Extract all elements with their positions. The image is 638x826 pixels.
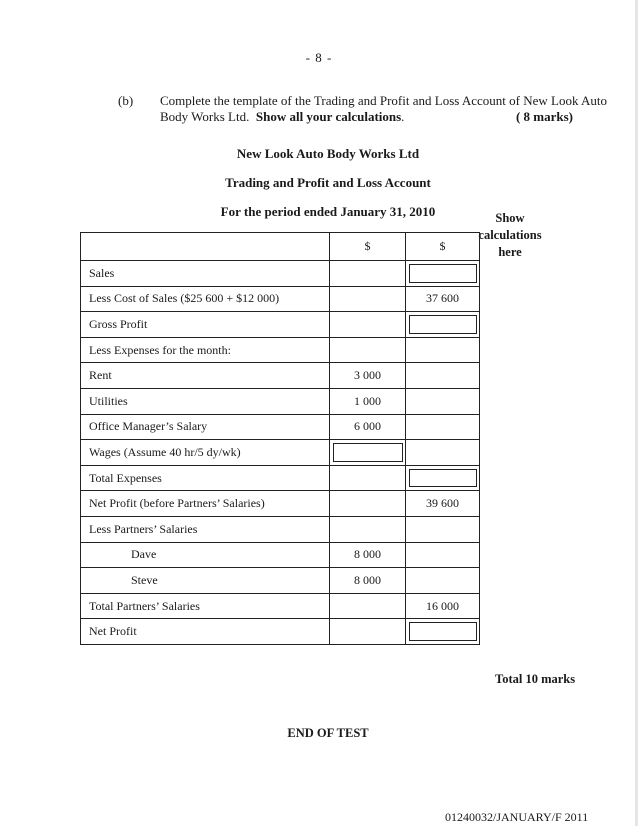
row-label: Less Expenses for the month: xyxy=(81,337,330,363)
amount-cell: 1 000 xyxy=(330,388,406,414)
row-label: Rent xyxy=(81,363,330,389)
amount-cell xyxy=(330,593,406,619)
row-label: Gross Profit xyxy=(81,312,330,338)
amount-cell: 37 600 xyxy=(406,286,480,312)
amount-cell xyxy=(330,286,406,312)
amount-cell xyxy=(406,568,480,594)
answer-box[interactable] xyxy=(333,443,403,462)
answer-box[interactable] xyxy=(409,469,477,488)
row-label: Less Cost of Sales ($25 600 + $12 000) xyxy=(81,286,330,312)
amount-cell xyxy=(406,388,480,414)
table-row xyxy=(81,286,480,312)
table-row xyxy=(81,593,480,619)
amount-cell xyxy=(330,516,406,542)
question-marks: ( 8 marks) xyxy=(515,109,573,124)
table-row xyxy=(81,363,480,389)
question-text-company: Body Works Ltd. xyxy=(160,109,250,124)
answer-box-cell[interactable] xyxy=(330,440,406,466)
period-title: For the period ended January 31, 2010 xyxy=(220,204,436,219)
row-label: Net Profit (before Partners’ Salaries) xyxy=(81,491,330,517)
row-label: Less Partners’ Salaries xyxy=(81,516,330,542)
end-of-test: END OF TEST xyxy=(287,726,369,740)
row-label: Office Manager’s Salary xyxy=(81,414,330,440)
answer-box[interactable] xyxy=(409,264,477,283)
row-label: Wages (Assume 40 hr/5 dy/wk) xyxy=(81,440,330,466)
amount-cell: 3 000 xyxy=(330,363,406,389)
question-instruction: Show all your calculations xyxy=(255,109,402,124)
answer-box-cell[interactable] xyxy=(406,261,480,287)
row-label: Utilities xyxy=(81,388,330,414)
amount-cell xyxy=(330,619,406,645)
table-row xyxy=(81,261,480,287)
amount-cell xyxy=(406,440,480,466)
table-header-row xyxy=(81,233,480,261)
amount-cell: 39 600 xyxy=(406,491,480,517)
amount-cell: 8 000 xyxy=(330,542,406,568)
table-row xyxy=(81,568,480,594)
footer-code: 01240032/JANUARY/F 2011 xyxy=(445,810,589,824)
table-row xyxy=(81,440,480,466)
table-row xyxy=(81,465,480,491)
table-row xyxy=(81,312,480,338)
row-label: Sales xyxy=(81,261,330,287)
amount-cell xyxy=(406,414,480,440)
calculations-note-line: Show xyxy=(495,211,525,225)
answer-box-cell[interactable] xyxy=(406,312,480,338)
calculations-note xyxy=(470,210,550,261)
amount-cell xyxy=(330,337,406,363)
answer-box-cell[interactable] xyxy=(406,619,480,645)
answer-box[interactable] xyxy=(409,622,477,641)
company-name: New Look Auto Body Works Ltd xyxy=(236,146,420,161)
amount-cell xyxy=(406,542,480,568)
row-label: Total Partners’ Salaries xyxy=(81,593,330,619)
table-row xyxy=(81,414,480,440)
amount-cell xyxy=(406,516,480,542)
amount-cell xyxy=(406,337,480,363)
table-row xyxy=(81,491,480,517)
table-row xyxy=(81,516,480,542)
account-title: Trading and Profit and Loss Account xyxy=(225,175,431,190)
question-label: (b) xyxy=(118,93,134,108)
amount-cell: 6 000 xyxy=(330,414,406,440)
amount-cell xyxy=(330,491,406,517)
header-currency-col2: $ xyxy=(406,233,480,261)
row-label: Steve xyxy=(81,568,330,594)
page-number: - 8 - xyxy=(305,50,333,65)
header-label-cell xyxy=(81,233,330,261)
table-row xyxy=(81,619,480,645)
row-label: Dave xyxy=(81,542,330,568)
amount-cell xyxy=(406,363,480,389)
amount-cell xyxy=(330,312,406,338)
question-text-line2 xyxy=(160,109,573,125)
question-text-line1: Complete the template of the Trading and Profit and Loss Account of New Look Auto xyxy=(160,93,607,108)
answer-box[interactable] xyxy=(409,315,477,334)
amount-cell: 8 000 xyxy=(330,568,406,594)
question-period: . xyxy=(401,109,405,124)
total-marks: Total 10 marks xyxy=(495,672,576,686)
amount-cell xyxy=(330,261,406,287)
table-row xyxy=(81,542,480,568)
header-currency-col1: $ xyxy=(330,233,406,261)
row-label: Net Profit xyxy=(81,619,330,645)
calculations-note-line: here xyxy=(498,245,522,259)
table-row xyxy=(81,337,480,363)
account-table xyxy=(80,232,480,645)
calculations-note-line: calculations xyxy=(478,228,542,242)
row-label: Total Expenses xyxy=(81,465,330,491)
table-row xyxy=(81,388,480,414)
amount-cell: 16 000 xyxy=(406,593,480,619)
amount-cell xyxy=(330,465,406,491)
answer-box-cell[interactable] xyxy=(406,465,480,491)
